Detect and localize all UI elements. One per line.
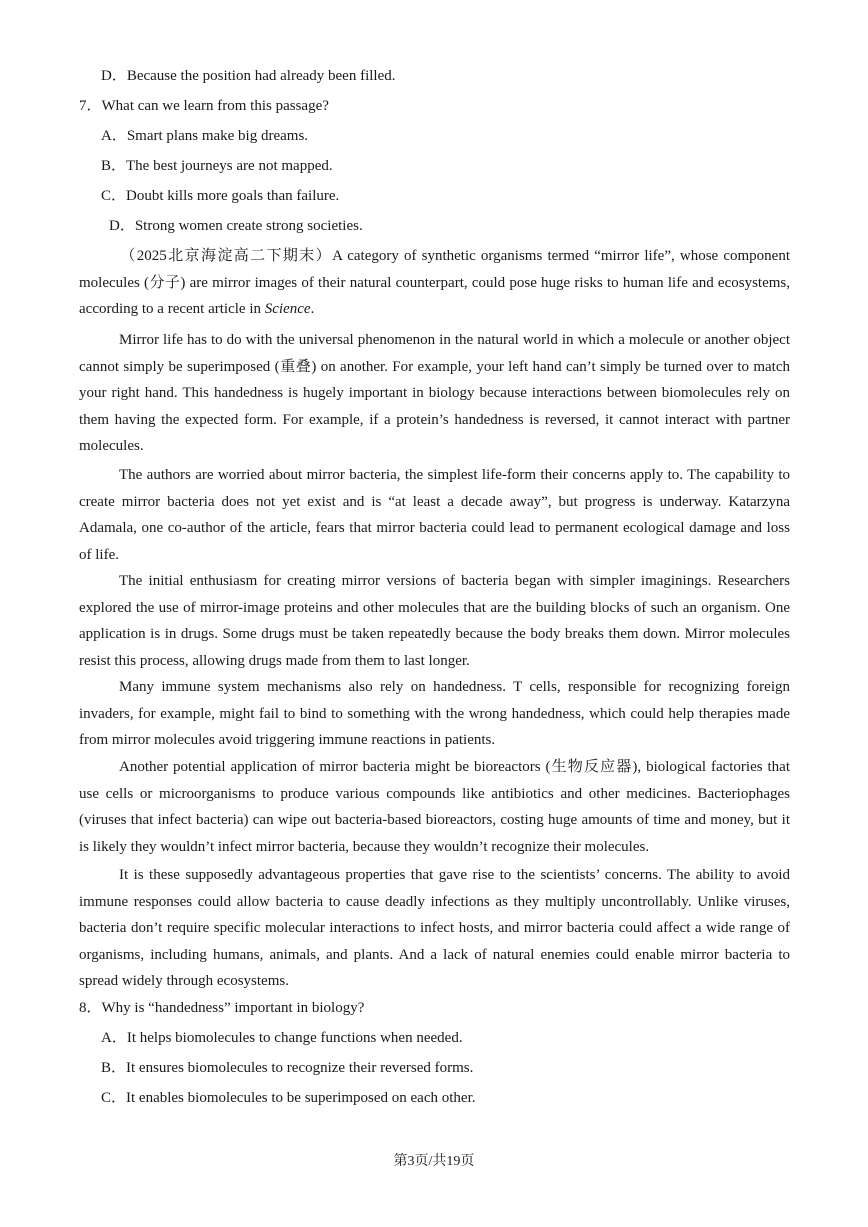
paragraph-text: Another potential application of mirror bacteria might be bioreactors (生物反应器), biological factories that use cells or microorganisms to produce various compounds like antibiotics and other medicines. Bacteriophages (viruses that infect bacteria) can wipe out bacteria-based bioreactors, costing huge amounts of time and money, but it is likely they wouldn’t infect mirror bacteria, because they wouldn’t recognize their molecules.	[79, 759, 790, 855]
q7-option-a: A．Smart plans make big dreams.	[101, 128, 309, 144]
journal-name: Science	[264, 301, 311, 317]
paragraph-text: Mirror life has to do with the universal phenomenon in the natural world in which a molecule or another object cannot simply be superimposed (重叠) on another. For example, your left hand can’t simply be turned over to match your right hand. This handedness is hugely important in biology because interactions between biomolecules rely on them having the expected form. For example, if a protein’s handedness is reversed, it cannot interact with partner molecules.	[79, 332, 790, 454]
q7-question: 7．What can we learn from this passage?	[79, 98, 329, 114]
intro-end: .	[310, 301, 315, 317]
passage-paragraph	[79, 462, 790, 568]
q7-option-b: B．The best journeys are not mapped.	[101, 158, 333, 174]
paragraph-text: It is these supposedly advantageous properties that gave rise to the scientists’ concerns. The ability to avoid immune responses could allow bacteria to cause deadly infections as they multiply uncontrollably. Unlike viruses, bacteria don’t require specific molecular interactions to infect hosts, and mirror bacteria could affect a wide range of organisms, including humans, animals, and plants. And a lack of natural enemies could enable mirror bacteria to spread widely through ecosystems.	[79, 867, 790, 989]
q8-option-b: B．It ensures biomolecules to recognize their reversed forms.	[101, 1060, 474, 1076]
q6-option-d: D．Because the position had already been filled.	[101, 68, 396, 84]
q8-question: 8．Why is “handedness” important in biology?	[79, 1000, 365, 1016]
page-footer: 第3页/共19页	[393, 1154, 475, 1169]
paragraph-text: The initial enthusiasm for creating mirror versions of bacteria began with simpler imaginings. Researchers explored the use of mirror-image proteins and other molecules that are the building blocks of such an organism. One application is in drugs. Some drugs must be taken repeatedly because the body breaks them down. Mirror molecules resist this process, allowing drugs made from them to last longer.	[79, 573, 790, 669]
q8-option-c: C．It enables biomolecules to be superimposed on each other.	[101, 1090, 476, 1106]
passage-paragraph	[79, 327, 790, 460]
passage-paragraph	[79, 568, 790, 674]
passage-source: （2025北京海淀高二下期末）	[119, 248, 333, 264]
q7-option-c: C．Doubt kills more goals than failure.	[101, 188, 340, 204]
q8-option-a: A．It helps biomolecules to change functions when needed.	[101, 1030, 463, 1046]
paragraph-text: The authors are worried about mirror bacteria, the simplest life-form their concerns apply to. The capability to create mirror bacteria does not yet exist and is “at least a decade away”, but progress is underway. Katarzyna Adamala, one co-author of the article, fears that mirror bacteria could lead to permanent ecological damage and loss of life.	[79, 467, 790, 563]
passage-intro	[79, 243, 790, 323]
passage-paragraph	[79, 754, 790, 860]
passage-paragraph	[79, 862, 790, 995]
passage-paragraph	[79, 674, 790, 754]
paragraph-text: Many immune system mechanisms also rely on handedness. T cells, responsible for recognizing foreign invaders, for example, might fail to bind to something with the wrong handedness, which could help therapies made from mirror molecules avoid triggering immune reactions in patients.	[79, 679, 790, 748]
passage-intro-text: A category of synthetic organisms termed “mirror life”, whose component molecules (分子) are mirror images of their natural counterpart, could pose huge risks to human life and ecosystems, according to a recent article in	[79, 248, 790, 317]
q7-option-d: D．Strong women create strong societies.	[109, 218, 363, 234]
